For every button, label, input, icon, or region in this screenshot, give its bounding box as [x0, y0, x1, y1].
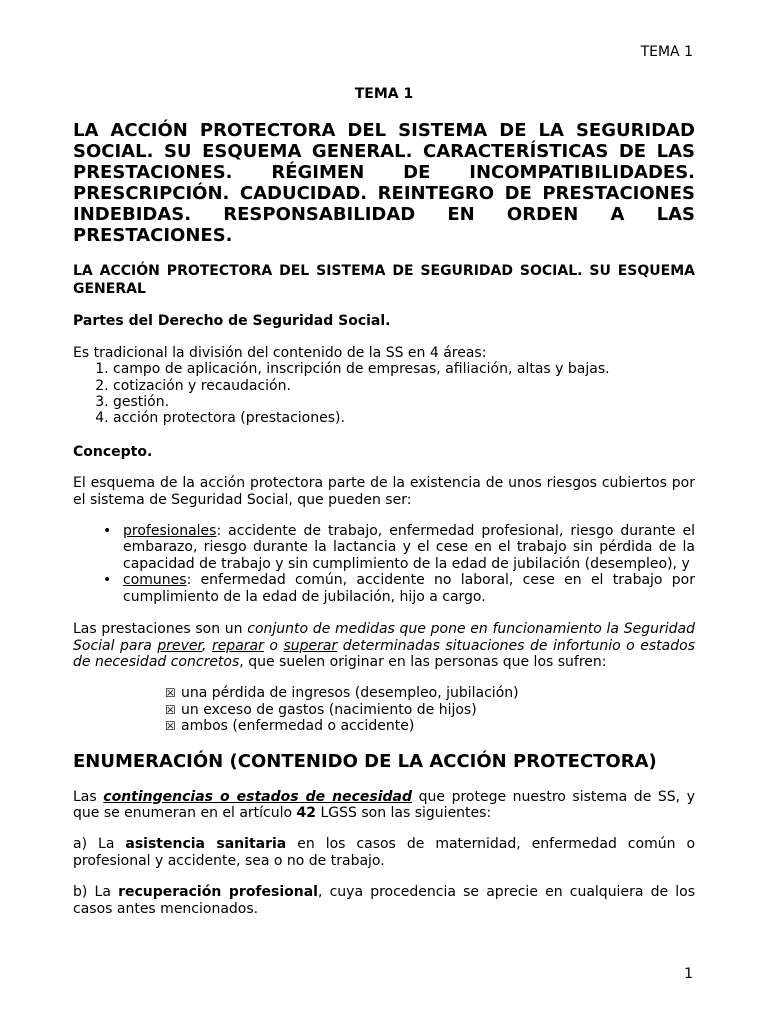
page-number: 1	[684, 966, 693, 982]
bold-term: asistencia sanitaria	[125, 836, 287, 853]
list-item: 3. gestión.	[113, 394, 695, 410]
emphasis-term: contingencias o estados de necesidad	[103, 788, 413, 805]
list-item: 1. campo de aplicación, inscripción de empresas, afiliación, altas y bajas.	[113, 361, 695, 377]
text-run: que protege nuestro sistema de SS, y que se enumeran en el artículo	[73, 788, 696, 821]
checked-box-icon: ☒	[165, 702, 176, 717]
document-body	[73, 86, 695, 932]
list-item	[165, 685, 695, 701]
main-title: LA ACCIÓN PROTECTORA DEL SISTEMA DE LA SEGURIDAD SOCIAL. SU ESQUEMA GENERAL. CARACTERÍSTICAS DE LAS PRESTACIONES. RÉGIMEN DE INCOMPATIBILIDADES. PRESCRIPCIÓN. CADUCIDAD. REINTEGRO DE PRESTACIONES INDEBIDAS. RESPONSABILIDAD EN ORDEN A LAS PRESTACIONES.	[73, 120, 695, 247]
text-run: , que suelen originar en las personas que los sufren:	[239, 653, 607, 670]
list-item	[123, 572, 695, 605]
list-item: 4. acción protectora (prestaciones).	[113, 410, 695, 426]
text-run: en los casos de maternidad, enfermedad común o profesional y accidente, sea o no de trabajo.	[73, 836, 696, 869]
list-item	[123, 523, 695, 572]
concepto-heading: Concepto.	[73, 443, 153, 460]
italic-run: determinadas situaciones de infortunio o estados de necesidad concretos	[73, 637, 695, 670]
topic-heading: TEMA 1	[354, 86, 414, 102]
item-a-paragraph	[73, 836, 695, 869]
riesgos-list	[73, 523, 695, 605]
bold-term: recuperación profesional	[118, 884, 318, 901]
list-item-text: ambos (enfermedad o accidente)	[181, 718, 415, 735]
term-description: : enfermedad común, accidente no laboral, cese en el trabajo por cumplimiento de la edad de jubilación, hijo a cargo.	[123, 572, 695, 605]
article-number: 42	[296, 804, 317, 821]
partes-heading: Partes del Derecho de Seguridad Social.	[73, 313, 391, 330]
running-header: TEMA 1	[640, 44, 693, 60]
enumeracion-intro	[73, 789, 695, 822]
italic-run: conjunto de medidas que pone en funcionamiento la Seguridad Social para	[73, 621, 695, 654]
text-run: , cuya procedencia se aprecie en cualquiera de los casos antes mencionados.	[73, 884, 695, 917]
underlined-term: reparar	[211, 637, 264, 654]
text-run: a) La	[73, 836, 126, 853]
partes-intro: Es tradicional la división del contenido de la SS en 4 áreas:	[73, 344, 487, 361]
text-run: b) La	[73, 884, 119, 901]
checked-box-icon: ☒	[165, 719, 176, 734]
areas-list	[73, 361, 695, 427]
enumeracion-heading: ENUMERACIÓN (CONTENIDO DE LA ACCIÓN PROTECTORA)	[73, 750, 657, 772]
list-item	[165, 702, 695, 718]
concepto-paragraph: El esquema de la acción protectora parte de la existencia de unos riesgos cubiertos por el sistema de Seguridad Social, que pueden ser:	[73, 475, 695, 508]
underlined-term: prever	[157, 637, 202, 654]
term-comunes: comunes	[123, 572, 187, 589]
item-b-paragraph	[73, 884, 695, 917]
efectos-list	[73, 685, 695, 734]
term-description: : accidente de trabajo, enfermedad profesional, riesgo durante el embarazo, riesgo durante la lactancia y el cese en el trabajo sin pérdida de la capacidad de trabajo y sin cumplimiento de la edad de jubilación (desempleo), y	[123, 523, 695, 572]
list-item-text: una pérdida de ingresos (desempleo, jubilación)	[181, 685, 519, 702]
text-run: Las prestaciones son un	[73, 621, 248, 638]
list-item: 2. cotización y recaudación.	[113, 378, 695, 394]
text-run: Las	[73, 788, 104, 805]
underlined-term: superar	[283, 637, 338, 654]
italic-run: o	[263, 637, 284, 654]
prestaciones-paragraph	[73, 621, 695, 670]
section-title: LA ACCIÓN PROTECTORA DEL SISTEMA DE SEGURIDAD SOCIAL. SU ESQUEMA GENERAL	[73, 263, 695, 298]
term-profesionales: profesionales	[123, 523, 217, 540]
list-item	[165, 718, 695, 734]
list-item-text: un exceso de gastos (nacimiento de hijos)	[181, 701, 477, 718]
italic-run: ,	[201, 637, 212, 654]
checked-box-icon: ☒	[165, 686, 176, 701]
text-run: LGSS son las siguientes:	[316, 804, 492, 821]
